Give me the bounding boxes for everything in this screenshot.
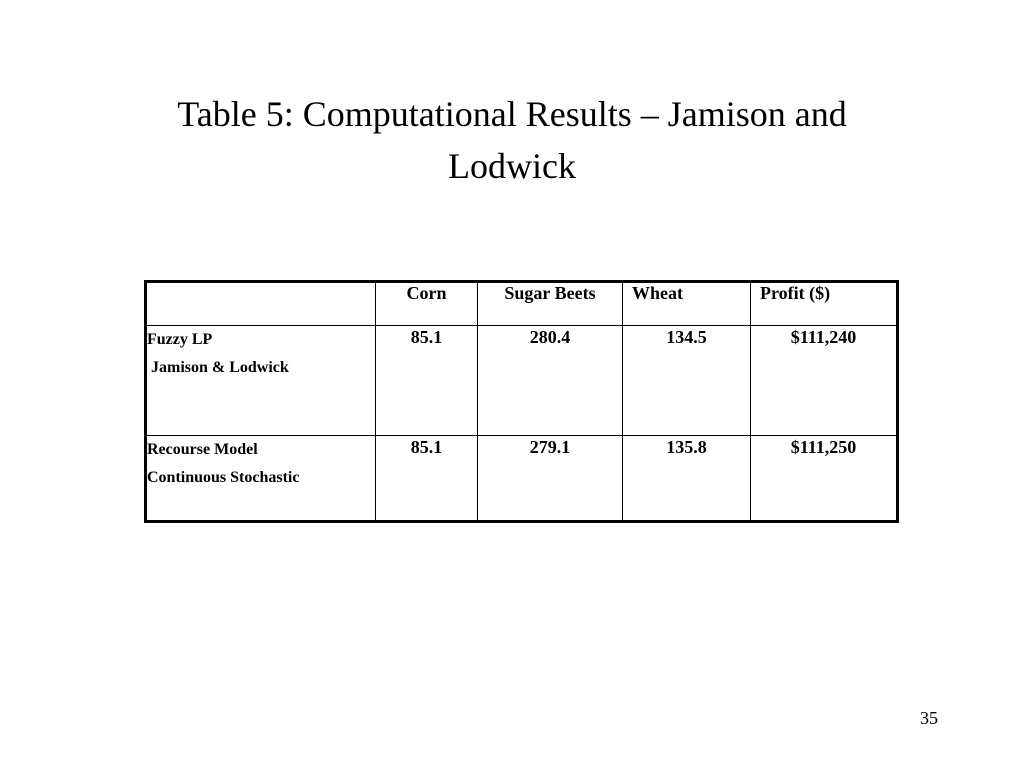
sugar-beets-value: 279.1	[478, 436, 623, 522]
slide-title-line-2: Lodwick	[448, 146, 576, 186]
header-cell-corn: Corn	[376, 282, 478, 326]
slide-title-line-1: Table 5: Computational Results – Jamison and	[177, 94, 847, 134]
slide-title	[100, 88, 924, 192]
table-row	[146, 436, 898, 522]
corn-value: 85.1	[376, 436, 478, 522]
profit-value: $111,240	[751, 326, 898, 436]
results-table	[144, 280, 899, 523]
row-label-line-2: Jamison & Lodwick	[147, 359, 289, 376]
row-label-line-2: Continuous Stochastic	[147, 469, 300, 486]
header-cell-wheat: Wheat	[623, 282, 751, 326]
sugar-beets-value: 280.4	[478, 326, 623, 436]
row-label-cell	[146, 436, 376, 522]
table-row	[146, 326, 898, 436]
profit-value: $111,250	[751, 436, 898, 522]
header-cell-profit: Profit ($)	[751, 282, 898, 326]
row-label-cell	[146, 326, 376, 436]
row-label-line-1: Recourse Model	[147, 441, 258, 458]
table-header-row	[146, 282, 898, 326]
wheat-value: 135.8	[623, 436, 751, 522]
header-cell-sugar-beets: Sugar Beets	[478, 282, 623, 326]
header-cell-empty	[146, 282, 376, 326]
corn-value: 85.1	[376, 326, 478, 436]
page-number: 35	[920, 708, 938, 728]
row-label-line-1: Fuzzy LP	[147, 331, 213, 348]
wheat-value: 134.5	[623, 326, 751, 436]
